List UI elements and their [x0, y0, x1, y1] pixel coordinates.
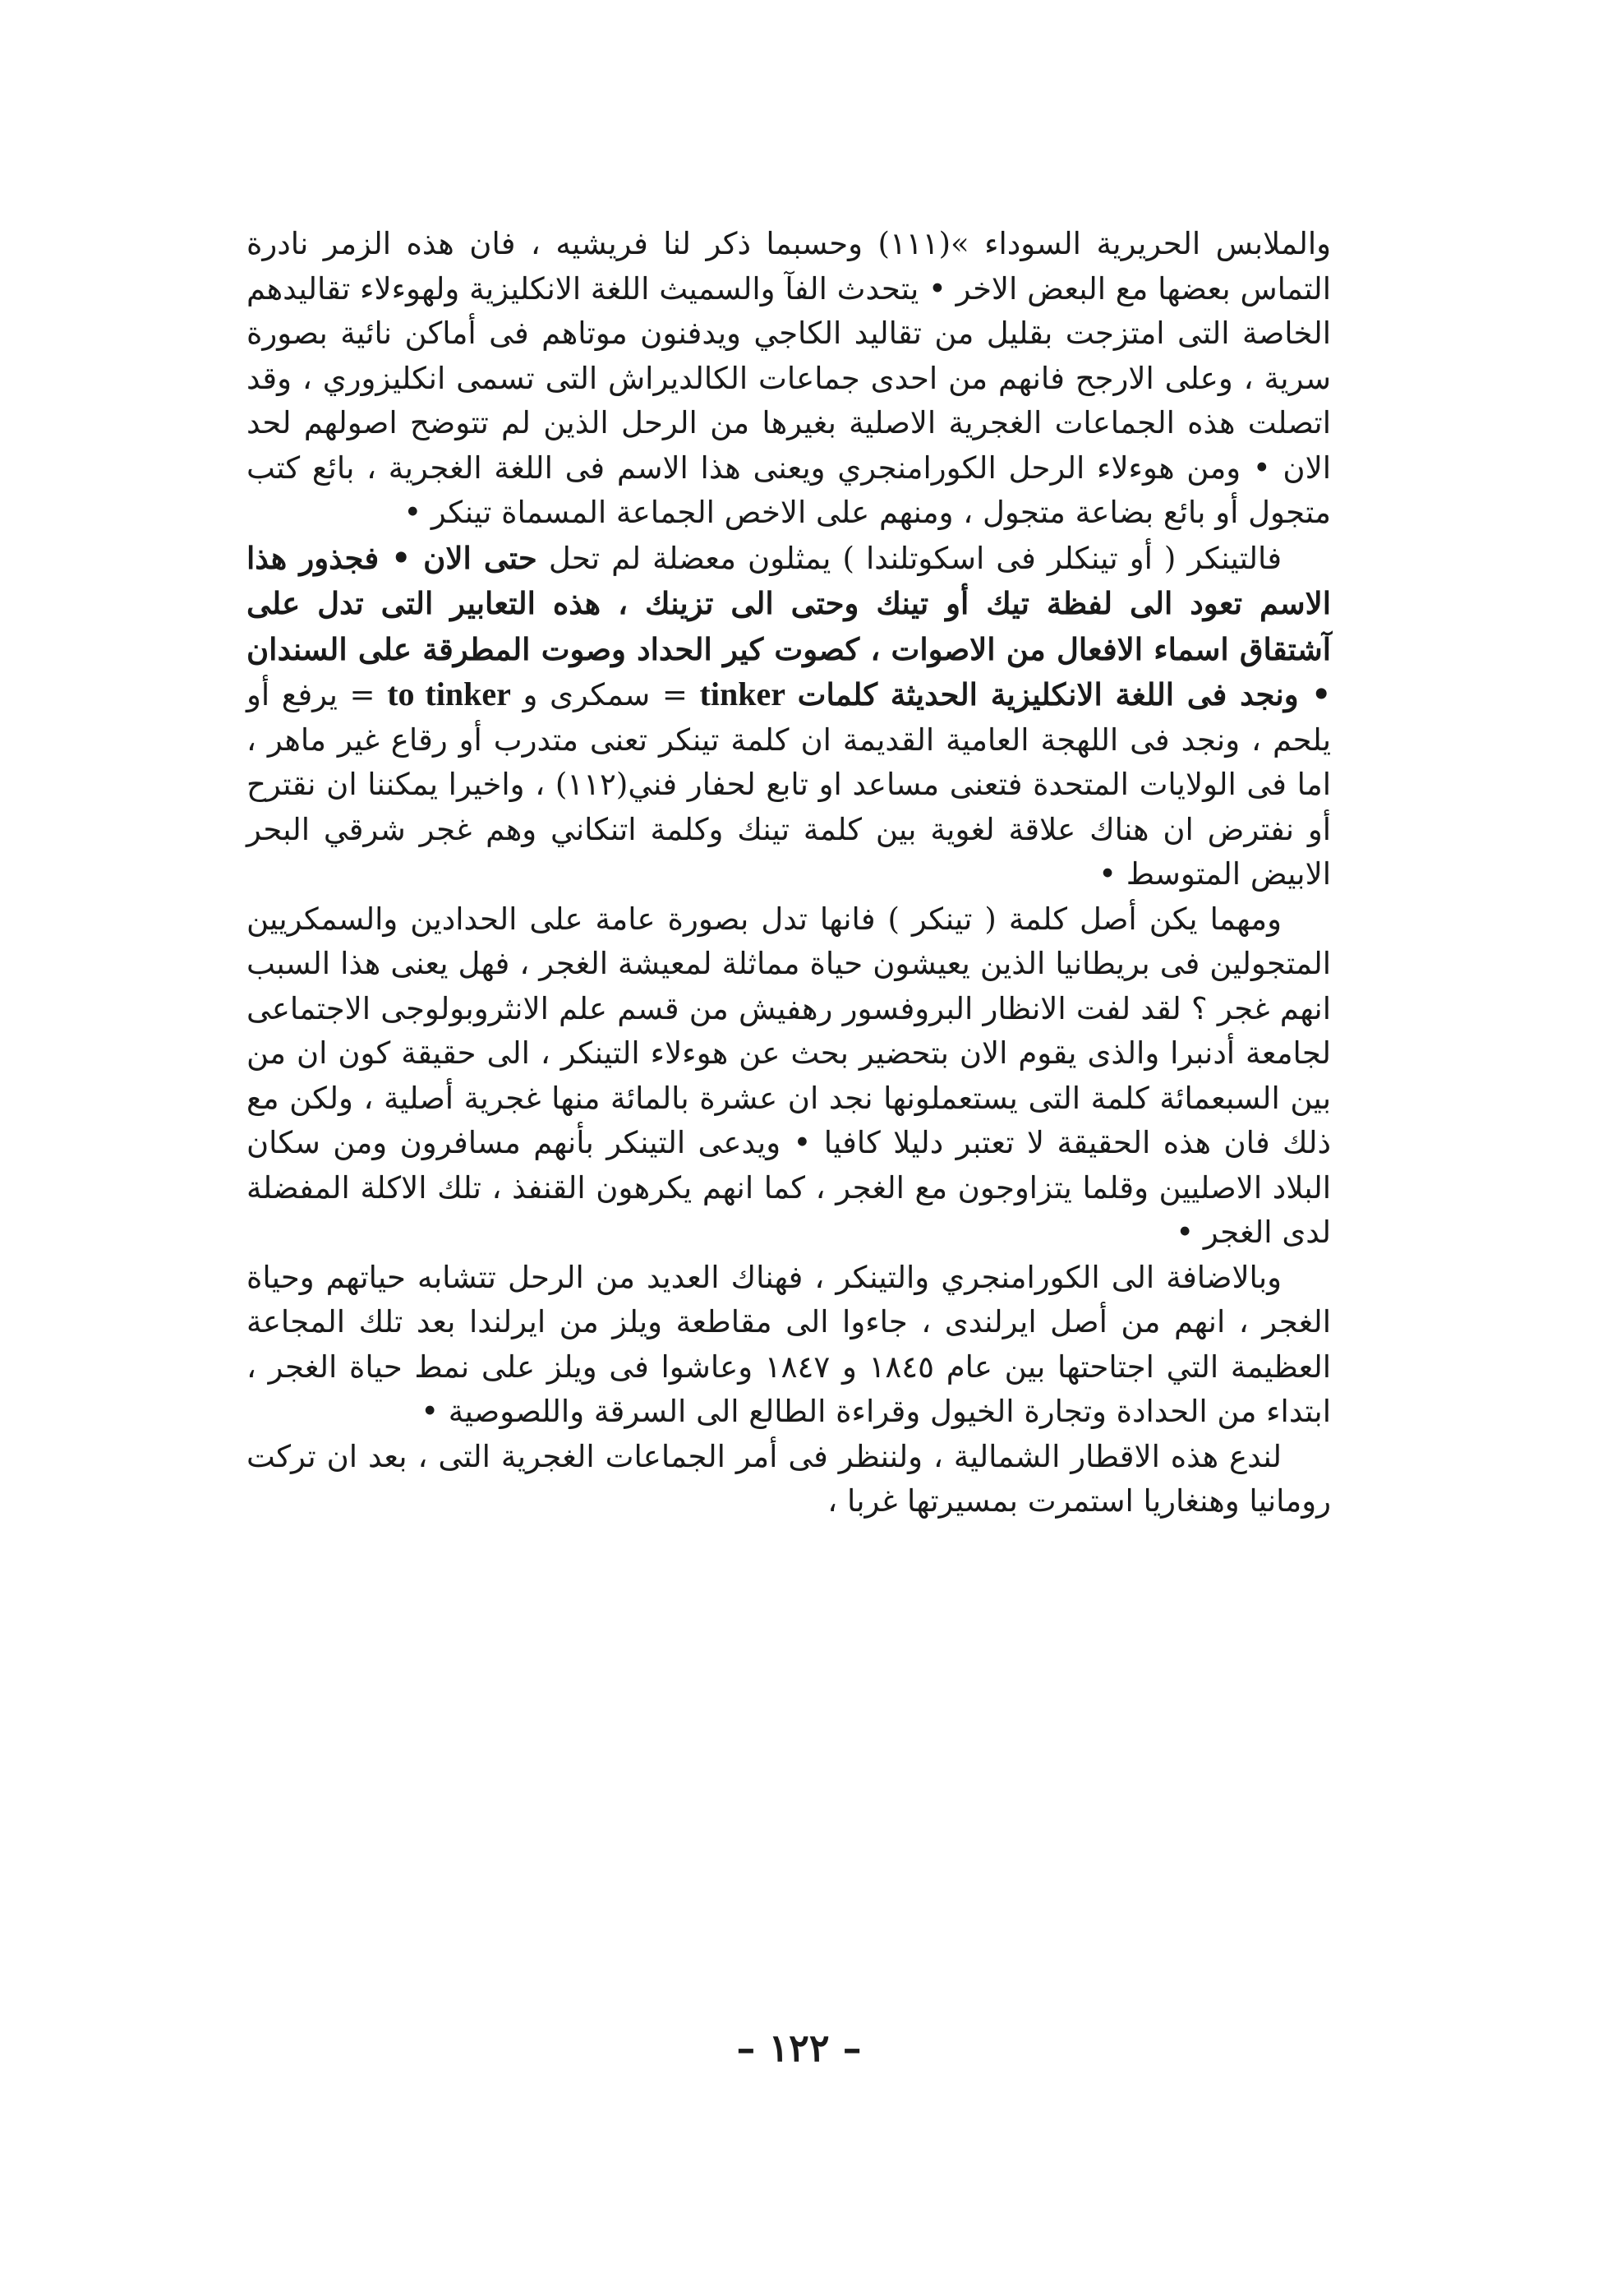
- latin-word-to-tinker: to tinker: [387, 675, 511, 712]
- page-number: – ١٢٢ –: [736, 2026, 862, 2070]
- paragraph-2-part-3: = سمكرى و: [523, 677, 688, 712]
- paragraph-5: لندع هذه الاقطار الشمالية ، ولننظر فى أمر الجماعات الغجرية التى ، بعد ان تركت رومانيا وهنغاريا استمرت بمسيرتها غربا ،: [246, 1438, 1331, 1519]
- paragraph-2-part-4: = يرفع أو يلحم ، ونجد فى اللهجة العامية القديمة ان كلمة تينكر تعنى متدرب أو رقاع غير ماهر ، اما فى الولايات المتحدة فتعنى مساعد او تابع لحفار فني(١١٢) ، واخيرا يمكننا ان نقترح أو نفترض ان هناك علاقة لغوية بين كلمة تينك وكلمة اتنكاني وهم غجر شرقي البحر الابيض المتوسط •: [246, 677, 1331, 892]
- paragraph-1: والملابس الحريرية السوداء »(١١١) وحسبما ذكر لنا فريشيه ، فان هذه الزمر نادرة التماس بعضها مع البعض الاخر • يتحدث الفآ والسميث اللغة الانكليزية ولهوءلاء تقاليدهم الخاصة التى امتزجت بقليل من تقاليد الكاجي ويدفنون موتاهم فى أماكن نائية بصورة سرية ، وعلى الارجح فانهم من احدى جماعات الكالديراش التى تسمى انكليزوري ، وقد اتصلت هذه الجماعات الغجرية الاصلية بغيرها من الرحل الذين لم تتوضح اصولهم لحد الان • ومن هوءلاء الرحل الكورامنجري ويعنى هذا الاسم فى اللغة الغجرية ، بائع كتب متجول أو بائع بضاعة متجول ، ومنهم على الاخص الجماعة المسماة تينكر •: [246, 226, 1331, 530]
- paragraph-2: [246, 536, 1331, 897]
- paragraph-4: وبالاضافة الى الكورامنجري والتينكر ، فهناك العديد من الرحل تتشابه حياتهم وحياة الغجر ، انهم من أصل ايرلندى ، جاءوا الى مقاطعة ويلز من ايرلندا بعد تلك المجاعة العظيمة التي اجتاحتها بين عام ١٨٤٥ و ١٨٤٧ وعاشوا فى ويلز على نمط حياة الغجر ، ابتداء من الحدادة وتجارة الخيول وقراءة الطالع الى السرقة واللصوصية •: [246, 1259, 1332, 1429]
- page-body: [246, 222, 1331, 1524]
- paragraph-2-part-1: فالتينكر ( أو تينكلر فى اسكوتلندا ) يمثلون معضلة لم تحل: [548, 540, 1283, 576]
- latin-word-tinker: tinker: [699, 675, 785, 712]
- paragraph-3: ومهما يكن أصل كلمة ( تينكر ) فانها تدل بصورة عامة على الحدادين والسمكريين المتجولين فى بريطانيا الذين يعيشون حياة مماثلة لمعيشة الغجر ، فهل يعنى هذا السبب انهم غجر ؟ لقد لفت الانظار البروفسور رهفيش من قسم علم الانثروبولوجى الاجتماعى لجامعة أدنبرا والذى يقوم الان بتحضير بحث عن هوءلاء التينكر ، الى حقيقة كون ان من بين السبعمائة كلمة التى يستعملونها نجد ان عشرة بالمائة منها غجرية أصلية ، ولكن مع ذلك فان هذه الحقيقة لا تعتبر دليلا كافيا • ويدعى التينكر بأنهم مسافرون ومن سكان البلاد الاصليين وقلما يتزاوجون مع الغجر ، كما انهم يكرهون القنفذ ، تلك الاكلة المفضلة لدى الغجر •: [246, 901, 1331, 1250]
- paragraph-2-bold-part: حتى الان • فجذور هذا الاسم تعود الى لفظة تيك أو تينك وحتى الى تزينك ، هذه التعابير التى تدل على آشتقاق اسماء الافعال من الاصوات ، كصوت كير الحداد وصوت المطرقة على السندان • ونجد فى اللغة الانكليزية الحديثة كلمات: [246, 539, 1331, 712]
